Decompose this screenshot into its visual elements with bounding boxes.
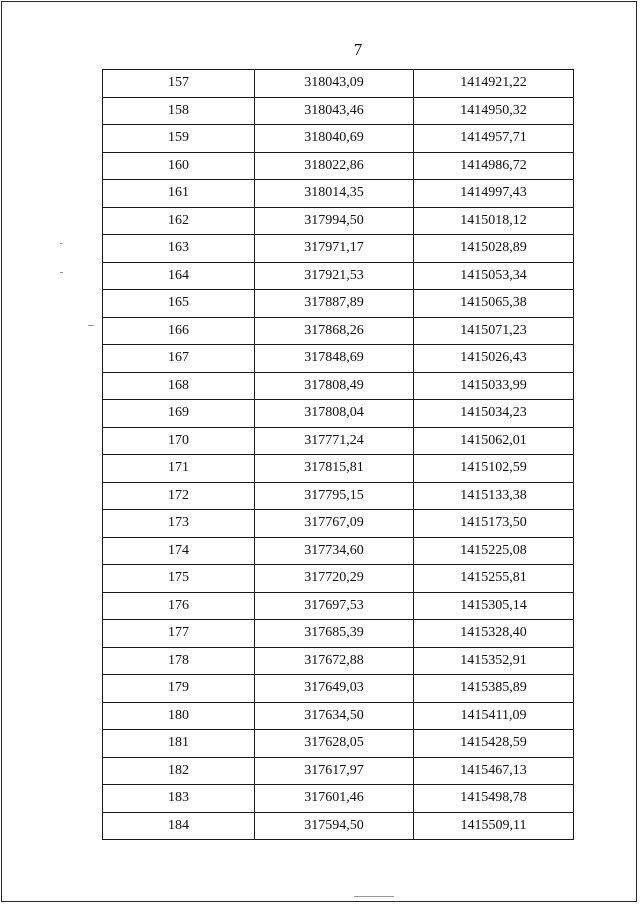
y-coordinate-cell: 1415053,34: [414, 262, 574, 290]
table-row: [103, 152, 574, 180]
x-coordinate-cell: 317601,46: [255, 785, 414, 813]
y-coordinate-cell: 1415062,01: [414, 427, 574, 455]
x-coordinate-cell: 317808,49: [255, 372, 414, 400]
x-coordinate-cell: 317887,89: [255, 290, 414, 318]
x-coordinate-cell: 317815,81: [255, 455, 414, 483]
x-coordinate-cell: 317649,03: [255, 675, 414, 703]
x-coordinate-cell: 317767,09: [255, 510, 414, 538]
table-row: [103, 345, 574, 373]
point-number-cell: 178: [103, 647, 255, 675]
y-coordinate-cell: 1415065,38: [414, 290, 574, 318]
point-number-cell: 157: [103, 70, 255, 98]
point-number-cell: 183: [103, 785, 255, 813]
point-number-cell: 176: [103, 592, 255, 620]
point-number-cell: 167: [103, 345, 255, 373]
table-row: [103, 372, 574, 400]
y-coordinate-cell: 1415071,23: [414, 317, 574, 345]
table-row: [103, 317, 574, 345]
y-coordinate-cell: 1415255,81: [414, 565, 574, 593]
x-coordinate-cell: 317808,04: [255, 400, 414, 428]
point-number-cell: 161: [103, 180, 255, 208]
x-coordinate-cell: 317971,17: [255, 235, 414, 263]
y-coordinate-cell: 1414986,72: [414, 152, 574, 180]
y-coordinate-cell: 1415225,08: [414, 537, 574, 565]
table-row: [103, 207, 574, 235]
point-number-cell: 169: [103, 400, 255, 428]
y-coordinate-cell: 1415028,89: [414, 235, 574, 263]
y-coordinate-cell: 1415467,13: [414, 757, 574, 785]
y-coordinate-cell: 1415305,14: [414, 592, 574, 620]
y-coordinate-cell: 1415352,91: [414, 647, 574, 675]
y-coordinate-cell: 1415133,38: [414, 482, 574, 510]
x-coordinate-cell: 318043,46: [255, 97, 414, 125]
x-coordinate-cell: 317795,15: [255, 482, 414, 510]
y-coordinate-cell: 1415498,78: [414, 785, 574, 813]
x-coordinate-cell: 317617,97: [255, 757, 414, 785]
point-number-cell: 175: [103, 565, 255, 593]
scan-speck: [354, 896, 394, 897]
table-row: [103, 180, 574, 208]
table-row: [103, 675, 574, 703]
x-coordinate-cell: 317771,24: [255, 427, 414, 455]
point-number-cell: 163: [103, 235, 255, 263]
y-coordinate-cell: 1415018,12: [414, 207, 574, 235]
y-coordinate-cell: 1414921,22: [414, 70, 574, 98]
x-coordinate-cell: 317685,39: [255, 620, 414, 648]
x-coordinate-cell: 317697,53: [255, 592, 414, 620]
table-row: [103, 235, 574, 263]
x-coordinate-cell: 318022,86: [255, 152, 414, 180]
table-row: [103, 427, 574, 455]
table-row: [103, 592, 574, 620]
y-coordinate-cell: 1415411,09: [414, 702, 574, 730]
point-number-cell: 166: [103, 317, 255, 345]
x-coordinate-cell: 318040,69: [255, 125, 414, 153]
y-coordinate-cell: 1415328,40: [414, 620, 574, 648]
table-row: [103, 812, 574, 840]
x-coordinate-cell: 317868,26: [255, 317, 414, 345]
point-number-cell: 171: [103, 455, 255, 483]
table-row: [103, 647, 574, 675]
coordinates-table: [102, 69, 574, 840]
x-coordinate-cell: 317734,60: [255, 537, 414, 565]
point-number-cell: 164: [103, 262, 255, 290]
y-coordinate-cell: 1414997,43: [414, 180, 574, 208]
point-number-cell: 182: [103, 757, 255, 785]
x-coordinate-cell: 317720,29: [255, 565, 414, 593]
table-row: [103, 785, 574, 813]
y-coordinate-cell: 1415033,99: [414, 372, 574, 400]
point-number-cell: 160: [103, 152, 255, 180]
point-number-cell: 172: [103, 482, 255, 510]
table-row: [103, 97, 574, 125]
table-row: [103, 702, 574, 730]
table-row: [103, 730, 574, 758]
scan-speck: [60, 243, 63, 244]
page-number: 7: [353, 40, 363, 59]
y-coordinate-cell: 1415509,11: [414, 812, 574, 840]
x-coordinate-cell: 318043,09: [255, 70, 414, 98]
table-row: [103, 482, 574, 510]
point-number-cell: 173: [103, 510, 255, 538]
y-coordinate-cell: 1415102,59: [414, 455, 574, 483]
y-coordinate-cell: 1414950,32: [414, 97, 574, 125]
point-number-cell: 179: [103, 675, 255, 703]
table-row: [103, 290, 574, 318]
point-number-cell: 184: [103, 812, 255, 840]
coordinates-table-body: [103, 70, 574, 840]
scan-speck: [60, 272, 63, 273]
table-row: [103, 455, 574, 483]
point-number-cell: 158: [103, 97, 255, 125]
table-row: [103, 125, 574, 153]
table-row: [103, 620, 574, 648]
point-number-cell: 168: [103, 372, 255, 400]
table-row: [103, 70, 574, 98]
x-coordinate-cell: 317994,50: [255, 207, 414, 235]
x-coordinate-cell: 317634,50: [255, 702, 414, 730]
table-row: [103, 757, 574, 785]
table-row: [103, 510, 574, 538]
point-number-cell: 180: [103, 702, 255, 730]
y-coordinate-cell: 1415428,59: [414, 730, 574, 758]
table-row: [103, 565, 574, 593]
x-coordinate-cell: 317921,53: [255, 262, 414, 290]
y-coordinate-cell: 1415034,23: [414, 400, 574, 428]
table-row: [103, 400, 574, 428]
point-number-cell: 181: [103, 730, 255, 758]
table-row: [103, 537, 574, 565]
point-number-cell: 170: [103, 427, 255, 455]
table-row: [103, 262, 574, 290]
point-number-cell: 177: [103, 620, 255, 648]
x-coordinate-cell: 317628,05: [255, 730, 414, 758]
y-coordinate-cell: 1415026,43: [414, 345, 574, 373]
point-number-cell: 159: [103, 125, 255, 153]
point-number-cell: 165: [103, 290, 255, 318]
x-coordinate-cell: 318014,35: [255, 180, 414, 208]
y-coordinate-cell: 1415385,89: [414, 675, 574, 703]
y-coordinate-cell: 1415173,50: [414, 510, 574, 538]
y-coordinate-cell: 1414957,71: [414, 125, 574, 153]
point-number-cell: 162: [103, 207, 255, 235]
x-coordinate-cell: 317848,69: [255, 345, 414, 373]
scan-speck: [88, 325, 94, 326]
x-coordinate-cell: 317672,88: [255, 647, 414, 675]
point-number-cell: 174: [103, 537, 255, 565]
x-coordinate-cell: 317594,50: [255, 812, 414, 840]
